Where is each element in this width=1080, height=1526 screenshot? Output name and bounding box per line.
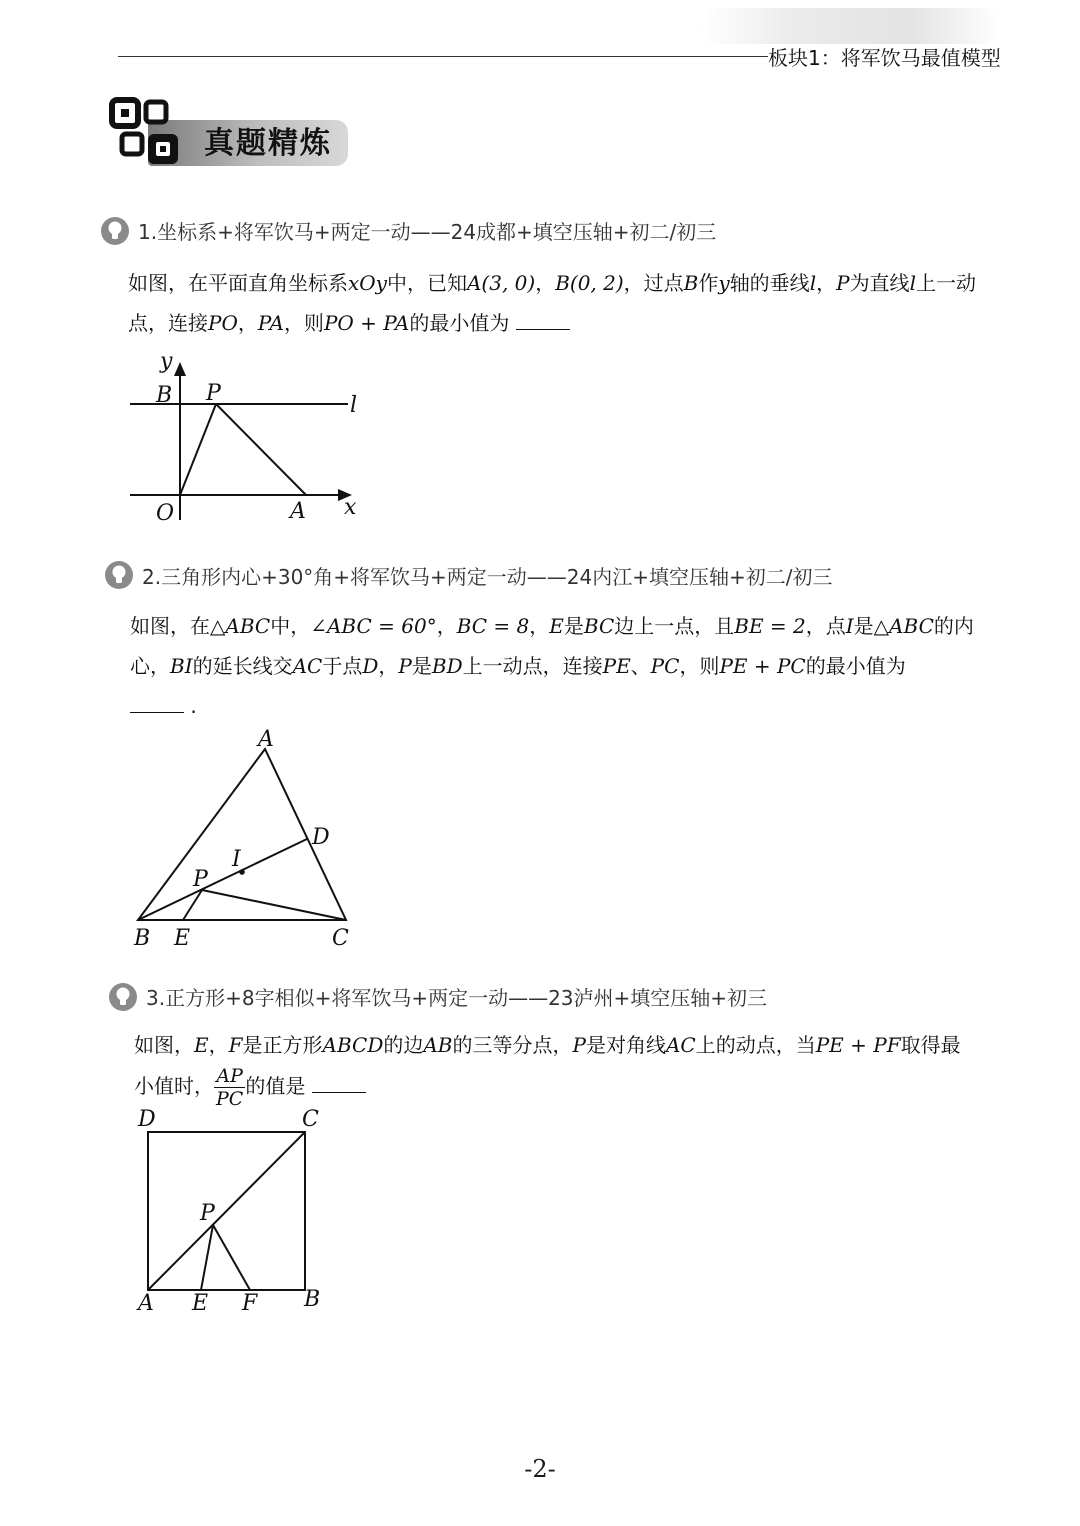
section-title: 真题精炼 [204, 126, 332, 161]
qr-block-icon [108, 96, 184, 172]
header-decoration [700, 8, 1000, 44]
label-E: E [174, 926, 191, 951]
label-B: B [304, 1287, 321, 1312]
answer-blank[interactable] [130, 692, 184, 713]
label-O: O [156, 501, 175, 526]
label-F: F [242, 1291, 258, 1316]
label-D: D [138, 1107, 156, 1132]
lightbulb-icon [108, 982, 138, 1012]
header-title: 板块1：将军饮马最值模型 [768, 46, 1001, 70]
label-P: P [206, 381, 221, 406]
label-P: P [200, 1201, 215, 1226]
question-3-text: 如图，E，F是正方形ABCD的边AB的三等分点，P是对角线AC上的动点，当PE + PF取得最小值时， $\frac{AP}{PC}$ 的值是 [134, 1033, 961, 1110]
label-E: E [192, 1291, 209, 1316]
answer-blank[interactable] [312, 1072, 366, 1093]
label-D: D [312, 825, 330, 850]
question-1-figure [120, 340, 380, 530]
label-I: I [232, 847, 241, 872]
section-banner [108, 96, 348, 176]
label-A: A [258, 727, 274, 752]
fraction: $\frac{AP}{PC}$ [216, 1065, 244, 1110]
label-A: A [290, 499, 306, 524]
question-3-figure [128, 1104, 338, 1319]
question-1-heading: 1.坐标系+将军饮马+两定一动——24成都+填空压轴+初二/初三 [138, 220, 717, 244]
question-2-heading: 2.三角形内心+30°角+将军饮马+两定一动——24内江+填空压轴+初二/初三 [142, 565, 833, 589]
lightbulb-icon [104, 560, 134, 590]
label-C: C [332, 926, 349, 951]
label-y: y [160, 349, 173, 374]
header-rule [118, 56, 768, 57]
question-3-heading: 3.正方形+8字相似+将军饮马+两定一动——23泸州+填空压轴+初三 [146, 986, 768, 1010]
question-2-text: 如图，在△ABC中，∠ABC = 60°，BC = 8，E是BC边上一点，且BE = 2，点I是△ABC的内心，BI的延长线交AC于点D，P是BD上一动点，连接PE、PC，则PE + PC的最小值为 . [130, 614, 974, 718]
label-C: C [302, 1107, 319, 1132]
label-B: B [156, 383, 173, 408]
label-B: B [134, 926, 151, 951]
label-l: l [350, 393, 358, 418]
answer-blank[interactable] [516, 309, 570, 330]
question-2-figure [120, 722, 370, 954]
question-1-text: 如图，在平面直角坐标系xOy中，已知A(3, 0)，B(0, 2)，过点B作y轴的垂线l，P为直线l上一动点，连接PO，PA，则PO + PA的最小值为 [128, 271, 976, 335]
label-x: x [344, 495, 357, 520]
label-A: A [138, 1291, 154, 1316]
page-number: -2- [524, 1455, 556, 1483]
label-P: P [193, 867, 208, 892]
lightbulb-icon [100, 216, 130, 246]
